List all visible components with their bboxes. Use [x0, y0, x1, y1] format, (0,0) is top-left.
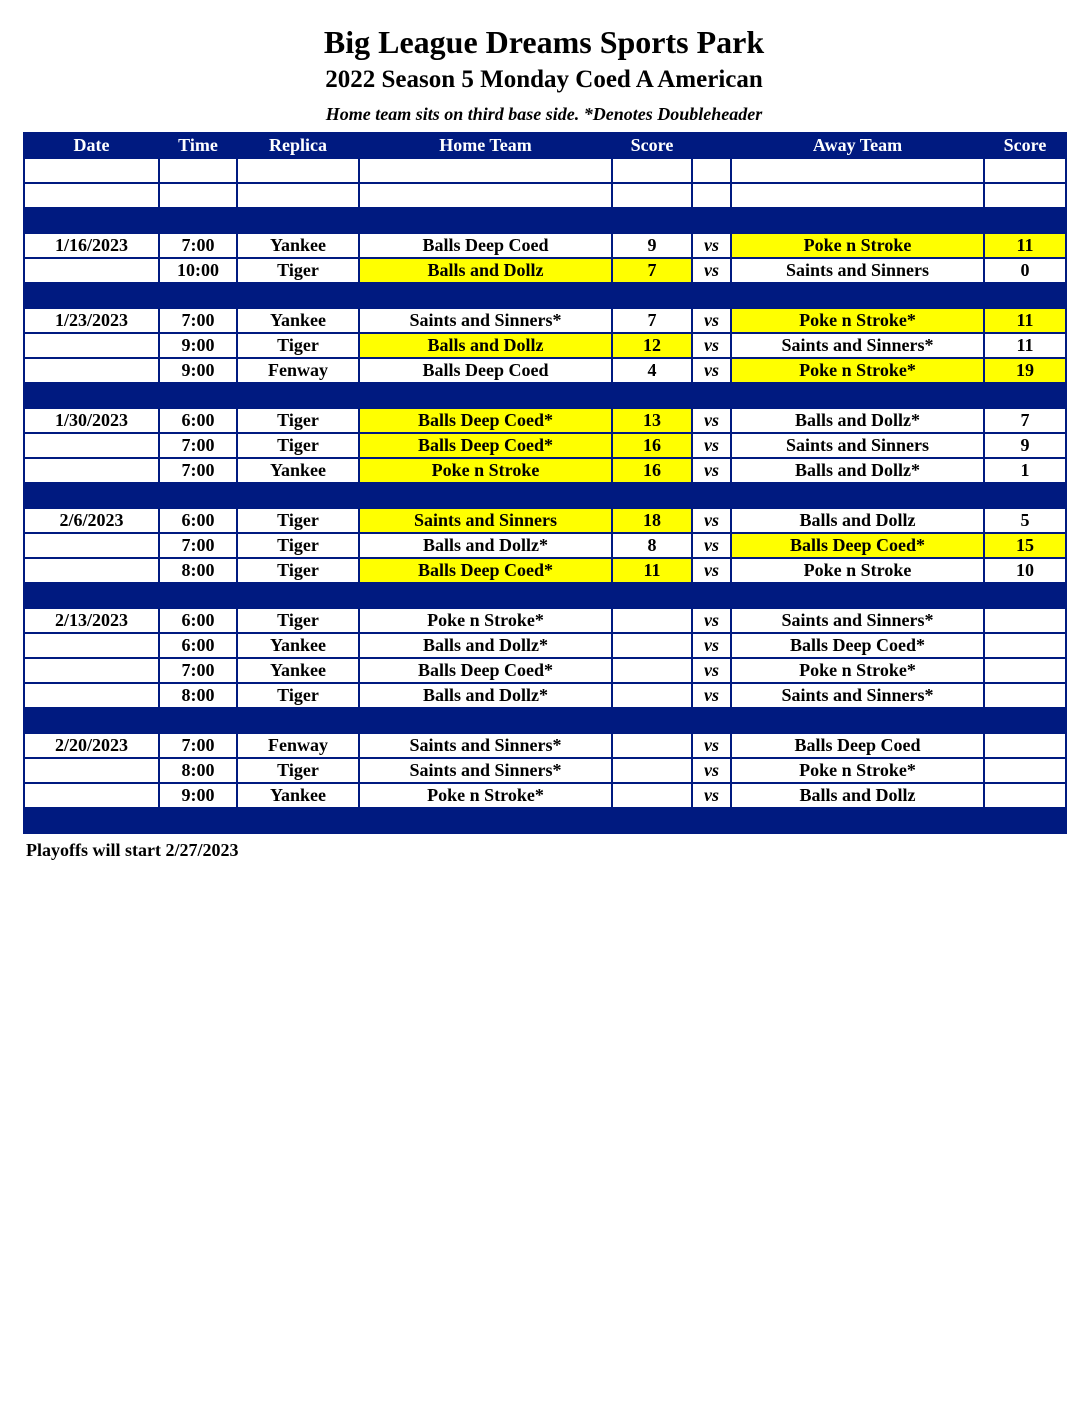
empty-cell	[237, 483, 359, 508]
empty-cell	[359, 808, 612, 833]
away-score	[984, 758, 1066, 783]
away-team: Poke n Stroke*	[731, 658, 984, 683]
home-team: Balls and Dollz	[359, 258, 612, 283]
away-team: Balls and Dollz	[731, 783, 984, 808]
game-date	[24, 333, 159, 358]
game-time: 7:00	[159, 458, 237, 483]
empty-cell	[984, 708, 1066, 733]
empty-cell	[692, 183, 731, 208]
home-score: 16	[612, 458, 692, 483]
week-separator-row	[24, 808, 1066, 833]
game-time: 6:00	[159, 633, 237, 658]
home-score	[612, 683, 692, 708]
empty-cell	[237, 183, 359, 208]
vs-label: vs	[692, 308, 731, 333]
game-date	[24, 758, 159, 783]
table-row	[24, 258, 1066, 283]
game-time: 7:00	[159, 308, 237, 333]
game-time: 7:00	[159, 233, 237, 258]
away-score	[984, 658, 1066, 683]
empty-cell	[159, 583, 237, 608]
field-replica: Tiger	[237, 258, 359, 283]
empty-cell	[159, 383, 237, 408]
field-replica: Tiger	[237, 508, 359, 533]
empty-cell	[237, 583, 359, 608]
home-team: Balls Deep Coed*	[359, 408, 612, 433]
away-team: Poke n Stroke*	[731, 358, 984, 383]
empty-cell	[24, 708, 159, 733]
home-score	[612, 658, 692, 683]
away-score: 7	[984, 408, 1066, 433]
empty-cell	[237, 383, 359, 408]
vs-label: vs	[692, 608, 731, 633]
empty-cell	[24, 808, 159, 833]
vs-label: vs	[692, 358, 731, 383]
table-row	[24, 408, 1066, 433]
home-team: Balls Deep Coed*	[359, 558, 612, 583]
game-time: 9:00	[159, 358, 237, 383]
empty-cell	[692, 383, 731, 408]
field-replica: Tiger	[237, 558, 359, 583]
table-row	[24, 533, 1066, 558]
week-separator-row	[24, 283, 1066, 308]
blank-row	[24, 183, 1066, 208]
field-replica: Yankee	[237, 233, 359, 258]
empty-cell	[24, 208, 159, 233]
empty-cell	[612, 483, 692, 508]
empty-cell	[359, 483, 612, 508]
home-score: 8	[612, 533, 692, 558]
home-team: Balls and Dollz	[359, 333, 612, 358]
empty-cell	[984, 383, 1066, 408]
away-score: 5	[984, 508, 1066, 533]
empty-cell	[731, 383, 984, 408]
empty-cell	[692, 283, 731, 308]
week-separator-row	[24, 208, 1066, 233]
game-time: 8:00	[159, 683, 237, 708]
vs-label: vs	[692, 333, 731, 358]
away-score	[984, 683, 1066, 708]
empty-cell	[984, 808, 1066, 833]
field-replica: Tiger	[237, 683, 359, 708]
away-team: Poke n Stroke*	[731, 308, 984, 333]
game-date	[24, 658, 159, 683]
table-row	[24, 433, 1066, 458]
away-score	[984, 733, 1066, 758]
empty-cell	[237, 158, 359, 183]
blank-row	[24, 158, 1066, 183]
empty-cell	[359, 283, 612, 308]
game-date: 2/13/2023	[24, 608, 159, 633]
game-date	[24, 258, 159, 283]
week-separator-row	[24, 383, 1066, 408]
game-time: 6:00	[159, 408, 237, 433]
table-row	[24, 633, 1066, 658]
game-date	[24, 683, 159, 708]
field-replica: Tiger	[237, 433, 359, 458]
empty-cell	[24, 158, 159, 183]
away-team: Balls and Dollz*	[731, 458, 984, 483]
table-row	[24, 558, 1066, 583]
home-team: Balls and Dollz*	[359, 533, 612, 558]
away-team: Saints and Sinners*	[731, 683, 984, 708]
home-team: Balls Deep Coed	[359, 358, 612, 383]
empty-cell	[237, 208, 359, 233]
playoffs-note: Playoffs will start 2/27/2023	[26, 840, 239, 860]
empty-cell	[159, 283, 237, 308]
field-replica: Tiger	[237, 333, 359, 358]
empty-cell	[612, 158, 692, 183]
away-team: Poke n Stroke*	[731, 758, 984, 783]
empty-cell	[359, 708, 612, 733]
week-separator-row	[24, 483, 1066, 508]
away-score: 11	[984, 333, 1066, 358]
away-score: 11	[984, 308, 1066, 333]
game-date	[24, 458, 159, 483]
table-row	[24, 758, 1066, 783]
table-row	[24, 233, 1066, 258]
vs-label: vs	[692, 408, 731, 433]
home-score	[612, 633, 692, 658]
away-score: 15	[984, 533, 1066, 558]
home-team: Balls Deep Coed	[359, 233, 612, 258]
empty-cell	[24, 583, 159, 608]
home-score	[612, 733, 692, 758]
game-time: 9:00	[159, 333, 237, 358]
game-time: 10:00	[159, 258, 237, 283]
empty-cell	[159, 183, 237, 208]
away-team: Saints and Sinners	[731, 433, 984, 458]
away-team: Balls Deep Coed	[731, 733, 984, 758]
empty-cell	[612, 283, 692, 308]
home-score: 11	[612, 558, 692, 583]
field-replica: Yankee	[237, 308, 359, 333]
vs-label: vs	[692, 533, 731, 558]
empty-cell	[692, 708, 731, 733]
empty-cell	[612, 208, 692, 233]
away-team: Balls Deep Coed*	[731, 533, 984, 558]
vs-label: vs	[692, 258, 731, 283]
home-score: 7	[612, 258, 692, 283]
away-team: Balls and Dollz	[731, 508, 984, 533]
empty-cell	[612, 383, 692, 408]
field-replica: Yankee	[237, 658, 359, 683]
home-score: 18	[612, 508, 692, 533]
home-team: Saints and Sinners*	[359, 733, 612, 758]
vs-label: vs	[692, 433, 731, 458]
empty-cell	[24, 183, 159, 208]
week-separator-row	[24, 708, 1066, 733]
table-row	[24, 458, 1066, 483]
table-row	[24, 608, 1066, 633]
empty-cell	[159, 483, 237, 508]
empty-cell	[731, 483, 984, 508]
table-row	[24, 733, 1066, 758]
game-time: 9:00	[159, 783, 237, 808]
game-time: 6:00	[159, 508, 237, 533]
empty-cell	[159, 708, 237, 733]
table-row	[24, 508, 1066, 533]
empty-cell	[731, 183, 984, 208]
home-score	[612, 758, 692, 783]
empty-cell	[612, 183, 692, 208]
home-team: Balls and Dollz*	[359, 683, 612, 708]
game-date: 2/20/2023	[24, 733, 159, 758]
vs-label: vs	[692, 658, 731, 683]
empty-cell	[731, 283, 984, 308]
schedule-table	[23, 132, 1067, 834]
away-score	[984, 633, 1066, 658]
away-score: 19	[984, 358, 1066, 383]
home-score: 4	[612, 358, 692, 383]
empty-cell	[24, 483, 159, 508]
home-team: Saints and Sinners*	[359, 758, 612, 783]
empty-cell	[612, 808, 692, 833]
home-team: Poke n Stroke*	[359, 783, 612, 808]
home-team: Balls Deep Coed*	[359, 658, 612, 683]
home-score	[612, 608, 692, 633]
empty-cell	[237, 283, 359, 308]
empty-cell	[692, 208, 731, 233]
game-date: 2/6/2023	[24, 508, 159, 533]
empty-cell	[984, 208, 1066, 233]
schedule-body	[24, 158, 1066, 833]
empty-cell	[159, 208, 237, 233]
column-header-vs	[692, 133, 731, 158]
vs-label: vs	[692, 508, 731, 533]
empty-cell	[359, 183, 612, 208]
schedule-note: Home team sits on third base side. *Denotes Doubleheader	[325, 104, 763, 124]
field-replica: Tiger	[237, 408, 359, 433]
table-row	[24, 683, 1066, 708]
column-header-home-team: Home Team	[359, 133, 612, 158]
table-row	[24, 783, 1066, 808]
vs-label: vs	[692, 733, 731, 758]
empty-cell	[984, 283, 1066, 308]
table-header-row	[24, 133, 1066, 158]
field-replica: Yankee	[237, 458, 359, 483]
empty-cell	[359, 383, 612, 408]
empty-cell	[237, 708, 359, 733]
empty-cell	[359, 583, 612, 608]
away-team: Saints and Sinners*	[731, 333, 984, 358]
away-team: Poke n Stroke	[731, 233, 984, 258]
away-score	[984, 783, 1066, 808]
empty-cell	[612, 708, 692, 733]
away-score: 9	[984, 433, 1066, 458]
field-replica: Tiger	[237, 758, 359, 783]
empty-cell	[984, 583, 1066, 608]
game-date	[24, 558, 159, 583]
away-team: Poke n Stroke	[731, 558, 984, 583]
game-date: 1/23/2023	[24, 308, 159, 333]
game-date: 1/16/2023	[24, 233, 159, 258]
away-team: Balls Deep Coed*	[731, 633, 984, 658]
home-score	[612, 783, 692, 808]
table-row	[24, 308, 1066, 333]
away-score: 0	[984, 258, 1066, 283]
season-subtitle: 2022 Season 5 Monday Coed A American	[325, 66, 763, 93]
vs-label: vs	[692, 758, 731, 783]
home-score: 12	[612, 333, 692, 358]
vs-label: vs	[692, 783, 731, 808]
home-team: Poke n Stroke	[359, 458, 612, 483]
vs-label: vs	[692, 458, 731, 483]
empty-cell	[692, 583, 731, 608]
away-team: Balls and Dollz*	[731, 408, 984, 433]
empty-cell	[692, 158, 731, 183]
empty-cell	[359, 208, 612, 233]
home-score: 7	[612, 308, 692, 333]
away-team: Saints and Sinners	[731, 258, 984, 283]
vs-label: vs	[692, 233, 731, 258]
table-row	[24, 358, 1066, 383]
away-score: 11	[984, 233, 1066, 258]
field-replica: Yankee	[237, 783, 359, 808]
table-row	[24, 333, 1066, 358]
game-date	[24, 633, 159, 658]
field-replica: Fenway	[237, 358, 359, 383]
away-score: 10	[984, 558, 1066, 583]
away-team: Saints and Sinners*	[731, 608, 984, 633]
game-time: 7:00	[159, 533, 237, 558]
game-date: 1/30/2023	[24, 408, 159, 433]
home-team: Poke n Stroke*	[359, 608, 612, 633]
column-header-away-team: Away Team	[731, 133, 984, 158]
empty-cell	[237, 808, 359, 833]
empty-cell	[984, 158, 1066, 183]
game-date	[24, 783, 159, 808]
home-score: 13	[612, 408, 692, 433]
column-header-date: Date	[24, 133, 159, 158]
game-date	[24, 433, 159, 458]
home-score: 9	[612, 233, 692, 258]
column-header-time: Time	[159, 133, 237, 158]
empty-cell	[731, 583, 984, 608]
vs-label: vs	[692, 633, 731, 658]
game-time: 7:00	[159, 733, 237, 758]
page-title: Big League Dreams Sports Park	[323, 24, 765, 60]
game-time: 6:00	[159, 608, 237, 633]
empty-cell	[159, 158, 237, 183]
game-time: 8:00	[159, 758, 237, 783]
game-time: 8:00	[159, 558, 237, 583]
empty-cell	[731, 208, 984, 233]
vs-label: vs	[692, 683, 731, 708]
empty-cell	[984, 183, 1066, 208]
game-time: 7:00	[159, 433, 237, 458]
field-replica: Fenway	[237, 733, 359, 758]
away-score	[984, 608, 1066, 633]
column-header-replica: Replica	[237, 133, 359, 158]
home-team: Saints and Sinners	[359, 508, 612, 533]
empty-cell	[731, 708, 984, 733]
empty-cell	[24, 383, 159, 408]
table-row	[24, 658, 1066, 683]
field-replica: Tiger	[237, 533, 359, 558]
game-time: 7:00	[159, 658, 237, 683]
column-header-home-score: Score	[612, 133, 692, 158]
field-replica: Tiger	[237, 608, 359, 633]
empty-cell	[731, 808, 984, 833]
empty-cell	[359, 158, 612, 183]
game-date	[24, 358, 159, 383]
home-team: Balls Deep Coed*	[359, 433, 612, 458]
empty-cell	[984, 483, 1066, 508]
home-score: 16	[612, 433, 692, 458]
home-team: Saints and Sinners*	[359, 308, 612, 333]
away-score: 1	[984, 458, 1066, 483]
empty-cell	[612, 583, 692, 608]
empty-cell	[692, 808, 731, 833]
field-replica: Yankee	[237, 633, 359, 658]
empty-cell	[159, 808, 237, 833]
week-separator-row	[24, 583, 1066, 608]
game-date	[24, 533, 159, 558]
empty-cell	[731, 158, 984, 183]
empty-cell	[24, 283, 159, 308]
home-team: Balls and Dollz*	[359, 633, 612, 658]
vs-label: vs	[692, 558, 731, 583]
empty-cell	[692, 483, 731, 508]
column-header-away-score: Score	[984, 133, 1066, 158]
